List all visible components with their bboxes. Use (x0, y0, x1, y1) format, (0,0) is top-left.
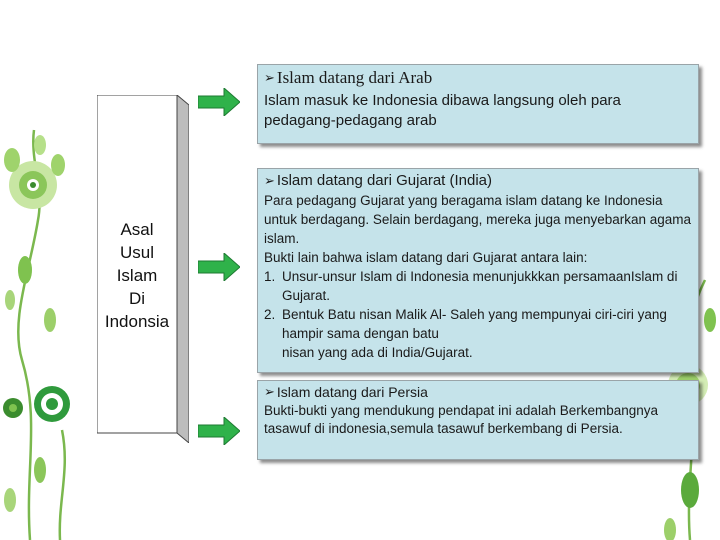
gujarat-theory-title: Islam datang dari Gujarat (India) (276, 172, 493, 189)
right-arrow-icon (198, 253, 240, 281)
gujarat-theory-intro: Para pedagang Gujarat yang beragama islam datang ke Indonesia untuk berdagang. Selain berdagang, mereka juga menyebarkan agama islam. (264, 193, 692, 246)
topic-line: Asal (120, 220, 154, 239)
topic-line: Usul (119, 243, 154, 262)
chevron-arrow-icon: ➢ (264, 384, 275, 399)
arab-theory-box (257, 64, 699, 144)
arab-theory-text: Islam masuk ke Indonesia dibawa langsung oleh para pedagang-pedagang arab (264, 92, 621, 129)
chevron-arrow-icon: ➢ (264, 172, 275, 188)
right-arrow-icon (198, 417, 240, 445)
topic-line: Islam (116, 266, 158, 285)
gujarat-theory-box (257, 168, 699, 373)
gujarat-evidence-heading: Bukti lain bahwa islam datang dari Gujarat antara lain: (264, 250, 588, 265)
topic-line: Di (128, 289, 146, 308)
right-arrow-icon (198, 88, 240, 116)
arab-theory-title: Islam datang dari Arab (276, 68, 433, 87)
persia-theory-text: Bukti-bukti yang mendukung pendapat ini adalah Berkembangnya tasawuf di indonesia,semula tasawuf berkembang di Persia. (264, 403, 659, 436)
list-item: 2. Bentuk Batu nisan Malik Al- Saleh yang mempunyai ciri-ciri yang hampir sama dengan batu (264, 307, 667, 341)
topic-title (99, 218, 175, 333)
topic-line: Indonsia (104, 312, 170, 331)
persia-theory-box (257, 380, 699, 460)
chevron-arrow-icon: ➢ (264, 70, 275, 85)
list-item: 1. Unsur-unsur Islam di Indonesia menunjukkkan persamaanIslam di Gujarat. (264, 269, 678, 303)
persia-theory-title: Islam datang dari Persia (276, 384, 428, 400)
gujarat-evidence-tail: nisan yang ada di India/Gujarat. (282, 345, 473, 360)
